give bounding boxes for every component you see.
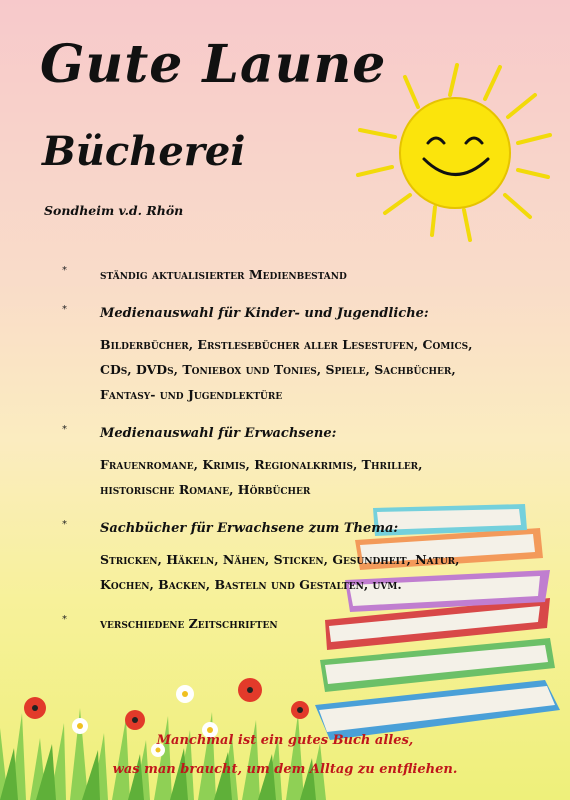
list-item: [62, 516, 502, 541]
list-item-text: Sachbücher für Erwachsene zum Thema:: [100, 521, 399, 536]
list-item: [62, 611, 502, 636]
list-item-detail: Stricken, Häkeln, Nähen, Sticken, Gesundheit, Natur,: [100, 552, 460, 567]
list-item-detail: Kochen, Backen, Basteln und Gestalten, uvm.: [100, 577, 402, 592]
location-subtitle: Sondheim v.d. Rhön: [44, 203, 184, 218]
list-item-text: verschiedene Zeitschriften: [100, 616, 278, 631]
bullet-icon: *: [62, 424, 67, 435]
page-title-line-1: Gute Laune: [40, 34, 387, 95]
list-item: [62, 262, 502, 287]
quote-line-2: was man braucht, um dem Alltag zu entfliehen.: [112, 762, 458, 777]
list-item-detail: Fantasy- und Jugendlektüre: [100, 387, 283, 402]
bullet-icon: *: [62, 304, 67, 315]
list-item-text: Medienauswahl für Erwachsene:: [100, 426, 337, 441]
list-item: [62, 301, 502, 326]
list-item-detail: Frauenromane, Krimis, Regionalkrimis, Thriller,: [100, 457, 423, 472]
list-item-text: ständig aktualisierter Medienbestand: [100, 267, 347, 282]
offer-list: [62, 262, 502, 636]
bullet-icon: *: [62, 519, 67, 530]
bullet-icon: *: [62, 614, 67, 625]
quote-line-1: Manchmal ist ein gutes Buch alles,: [156, 733, 414, 748]
list-item-detail: Bilderbücher, Erstlesebücher aller Lesestufen, Comics,: [100, 337, 473, 352]
list-item: [62, 421, 502, 446]
list-item-text: Medienauswahl für Kinder- und Jugendliche:: [100, 306, 429, 321]
list-item-detail: historische Romane, Hörbücher: [100, 482, 311, 497]
bullet-icon: *: [62, 265, 67, 276]
smiling-sun-icon: [350, 55, 560, 245]
page-title-line-2: Bücherei: [42, 128, 246, 175]
list-item-detail: CDs, DVDs, Toniebox und Tonies, Spiele, Sachbücher,: [100, 362, 456, 377]
